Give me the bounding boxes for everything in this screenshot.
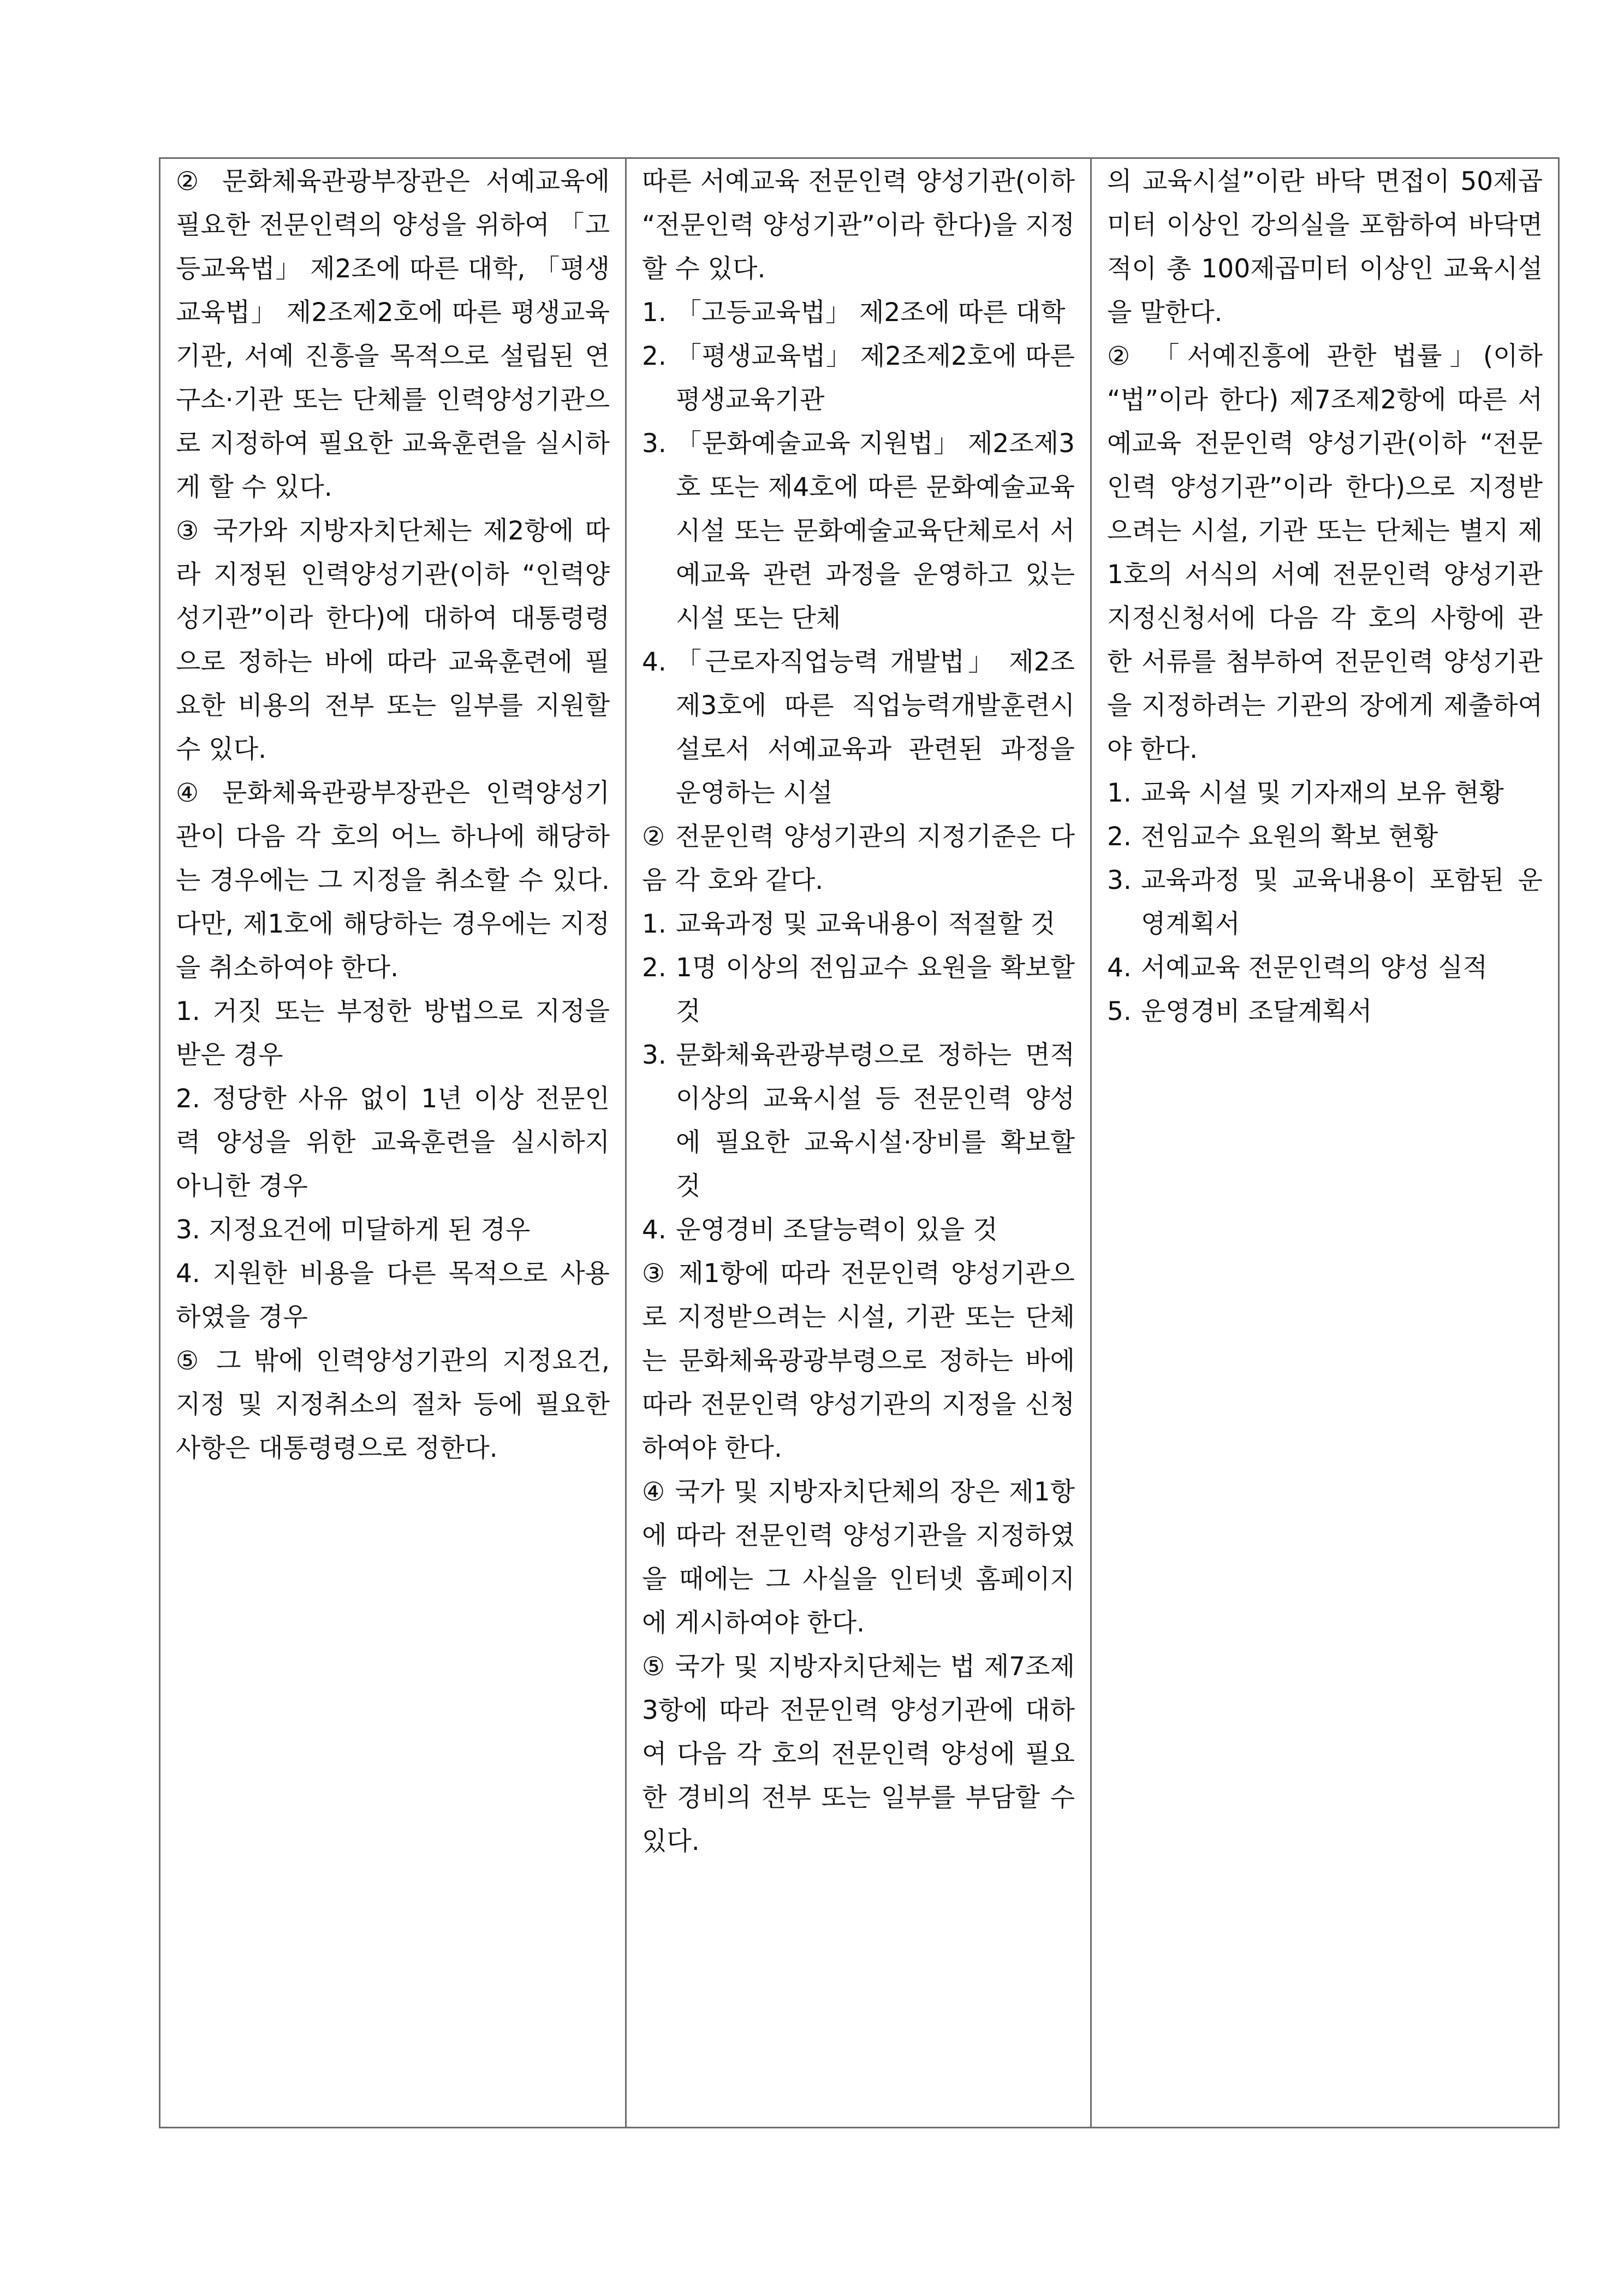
list-number: 3. <box>642 429 667 459</box>
list-number: 2. <box>642 341 667 371</box>
paragraph-4: ④ 국가 및 지방자치단체의 장은 제1항에 따라 전문인력 양성기관을 지정하였을 때에는 그 사실을 인터넷 홈페이지에 게시하여야 한다. <box>642 1477 1075 1638</box>
list-text: 문화체육관광부령으로 정하는 면적 이상의 교육시설 등 전문인력 양성에 필요한 교육시설·장비를 확보할 것 <box>676 1040 1075 1201</box>
list-text: 1명 이상의 전임교수 요원을 확보할 것 <box>676 953 1075 1027</box>
list-item: 3. 지정요건에 미달하게 된 경우 <box>176 1215 531 1245</box>
list-text: 전임교수 요원의 확보 현황 <box>1141 822 1438 852</box>
paragraph-3: ③ 제1항에 따라 전문인력 양성기관으로 지정받으려는 시설, 기관 또는 단체는 문화체육광광부령으로 정하는 바에 따라 전문인력 양성기관의 지정을 신청하여야 한다. <box>642 1259 1075 1463</box>
list-number: 4. <box>1107 953 1132 983</box>
list-text: 「고등교육법」 제2조에 따른 대학 <box>676 298 1066 328</box>
column-current-law <box>160 158 626 2128</box>
intro-text: 따른 서예교육 전문인력 양성기관(이하 “전문인력 양성기관”이라 한다)을 지정할 수 있다. <box>642 167 1075 284</box>
list-item <box>642 422 1075 640</box>
paragraph-3: ③ 국가와 지방자치단체는 제2항에 따라 지정된 인력양성기관(이하 “인력양성기관”이라 한다)에 대하여 대통령령으로 정하는 바에 따라 교육훈련에 필요한 비용의 전부 또는 일부를 지원할 수 있다. <box>176 516 610 764</box>
list-number: 3. <box>1107 865 1132 895</box>
list-item: 4. 지원한 비용을 다른 목적으로 사용하였을 경우 <box>176 1259 610 1332</box>
list-number: 1. <box>642 909 667 939</box>
list-number: 1. <box>1107 778 1132 808</box>
list-item <box>642 903 1075 946</box>
paragraph-5: ⑤ 그 밖에 인력양성기관의 지정요건, 지정 및 지정취소의 절차 등에 필요한 사항은 대통령령으로 정한다. <box>176 1346 610 1463</box>
list-text: 교육 시설 및 기자재의 보유 현황 <box>1141 778 1504 808</box>
list-text: 「평생교육법」 제2조제2호에 따른 평생교육기관 <box>676 341 1075 415</box>
list-text: 교육과정 및 교육내용이 포함된 운영계획서 <box>1141 865 1543 939</box>
list-item <box>642 640 1075 815</box>
list-text: 운영경비 조달능력이 있을 것 <box>676 1215 998 1245</box>
list-text: 서예교육 전문인력의 양성 실적 <box>1141 953 1488 983</box>
column-enforcement-decree <box>626 158 1091 2128</box>
list-item <box>642 946 1075 1034</box>
list-item: 1. 거짓 또는 부정한 방법으로 지정을 받은 경우 <box>176 996 610 1070</box>
list-item <box>642 1208 1075 1252</box>
list-text: 「근로자직업능력 개발법」 제2조제3호에 따른 직업능력개발훈련시설로서 서예교육과 관련된 과정을 운영하는 시설 <box>676 647 1075 808</box>
list-item <box>1107 990 1543 1034</box>
intro-text: 의 교육시설”이란 바닥 면접이 50제곱미터 이상인 강의실을 포함하여 바닥면적이 총 100제곱미터 이상인 교육시설을 말한다. <box>1107 167 1543 328</box>
paragraph-4: ④ 문화체육관광부장관은 인력양성기관이 다음 각 호의 어느 하나에 해당하는 경우에는 그 지정을 취소할 수 있다. 다만, 제1호에 해당하는 경우에는 지정을 취소하여야 한다. <box>176 778 610 983</box>
paragraph-5: ⑤ 국가 및 지방자치단체는 법 제7조제3항에 따라 전문인력 양성기관에 대하여 다음 각 호의 전문인력 양성에 필요한 경비의 전부 또는 일부를 부담할 수 있다. <box>642 1652 1075 1856</box>
list-number: 2. <box>1107 822 1132 852</box>
paragraph-2: ② 「서예진흥에 관한 법률」(이하 “법”이라 한다) 제7조제2항에 따른 서예교육 전문인력 양성기관(이하 “전문인력 양성기관”이라 한다)으로 지정받으려는 시설, 기관 또는 단체는 별지 제1호의 서식의 서예 전문인력 양성기관 지정신청서에 다음 각 호의 사항에 관한 서류를 첨부하여 전문인력 양성기관을 지정하려는 기관의 장에게 제출하여야 한다. <box>1107 341 1543 764</box>
list-item <box>642 1034 1075 1208</box>
list-item <box>1107 772 1543 815</box>
list-item <box>642 335 1075 422</box>
list-number: 5. <box>1107 996 1132 1027</box>
list-item <box>642 291 1075 335</box>
list-item <box>1107 859 1543 946</box>
list-number: 2. <box>642 953 667 983</box>
document-table <box>159 157 1560 2128</box>
paragraph-2: ② 문화체육관광부장관은 서예교육에 필요한 전문인력의 양성을 위하여 「고등교육법」 제2조에 따른 대학, 「평생교육법」 제2조제2호에 따른 평생교육기관, 서예 진흥을 목적으로 설립된 연구소·기관 또는 단체를 인력양성기관으로 지정하여 필요한 교육훈련을 실시하게 할 수 있다. <box>176 167 610 502</box>
list-number: 4. <box>642 647 667 677</box>
list-text: 교육과정 및 교육내용이 적절할 것 <box>676 909 1056 939</box>
list-text: 운영경비 조달계획서 <box>1141 996 1372 1027</box>
table-row <box>160 158 1559 2128</box>
list-item <box>1107 946 1543 990</box>
list-item <box>1107 815 1543 859</box>
list-number: 1. <box>642 298 667 328</box>
column-enforcement-rule <box>1091 158 1559 2128</box>
list-number: 3. <box>642 1040 667 1070</box>
list-item: 2. 정당한 사유 없이 1년 이상 전문인력 양성을 위한 교육훈련을 실시하지 아니한 경우 <box>176 1084 610 1201</box>
paragraph-2: ② 전문인력 양성기관의 지정기준은 다음 각 호와 같다. <box>642 822 1075 895</box>
list-number: 4. <box>642 1215 667 1245</box>
list-text: 「문화예술교육 지원법」 제2조제3호 또는 제4호에 따른 문화예술교육시설 또는 문화예술교육단체로서 서예교육 관련 과정을 운영하고 있는 시설 또는 단체 <box>676 429 1075 633</box>
